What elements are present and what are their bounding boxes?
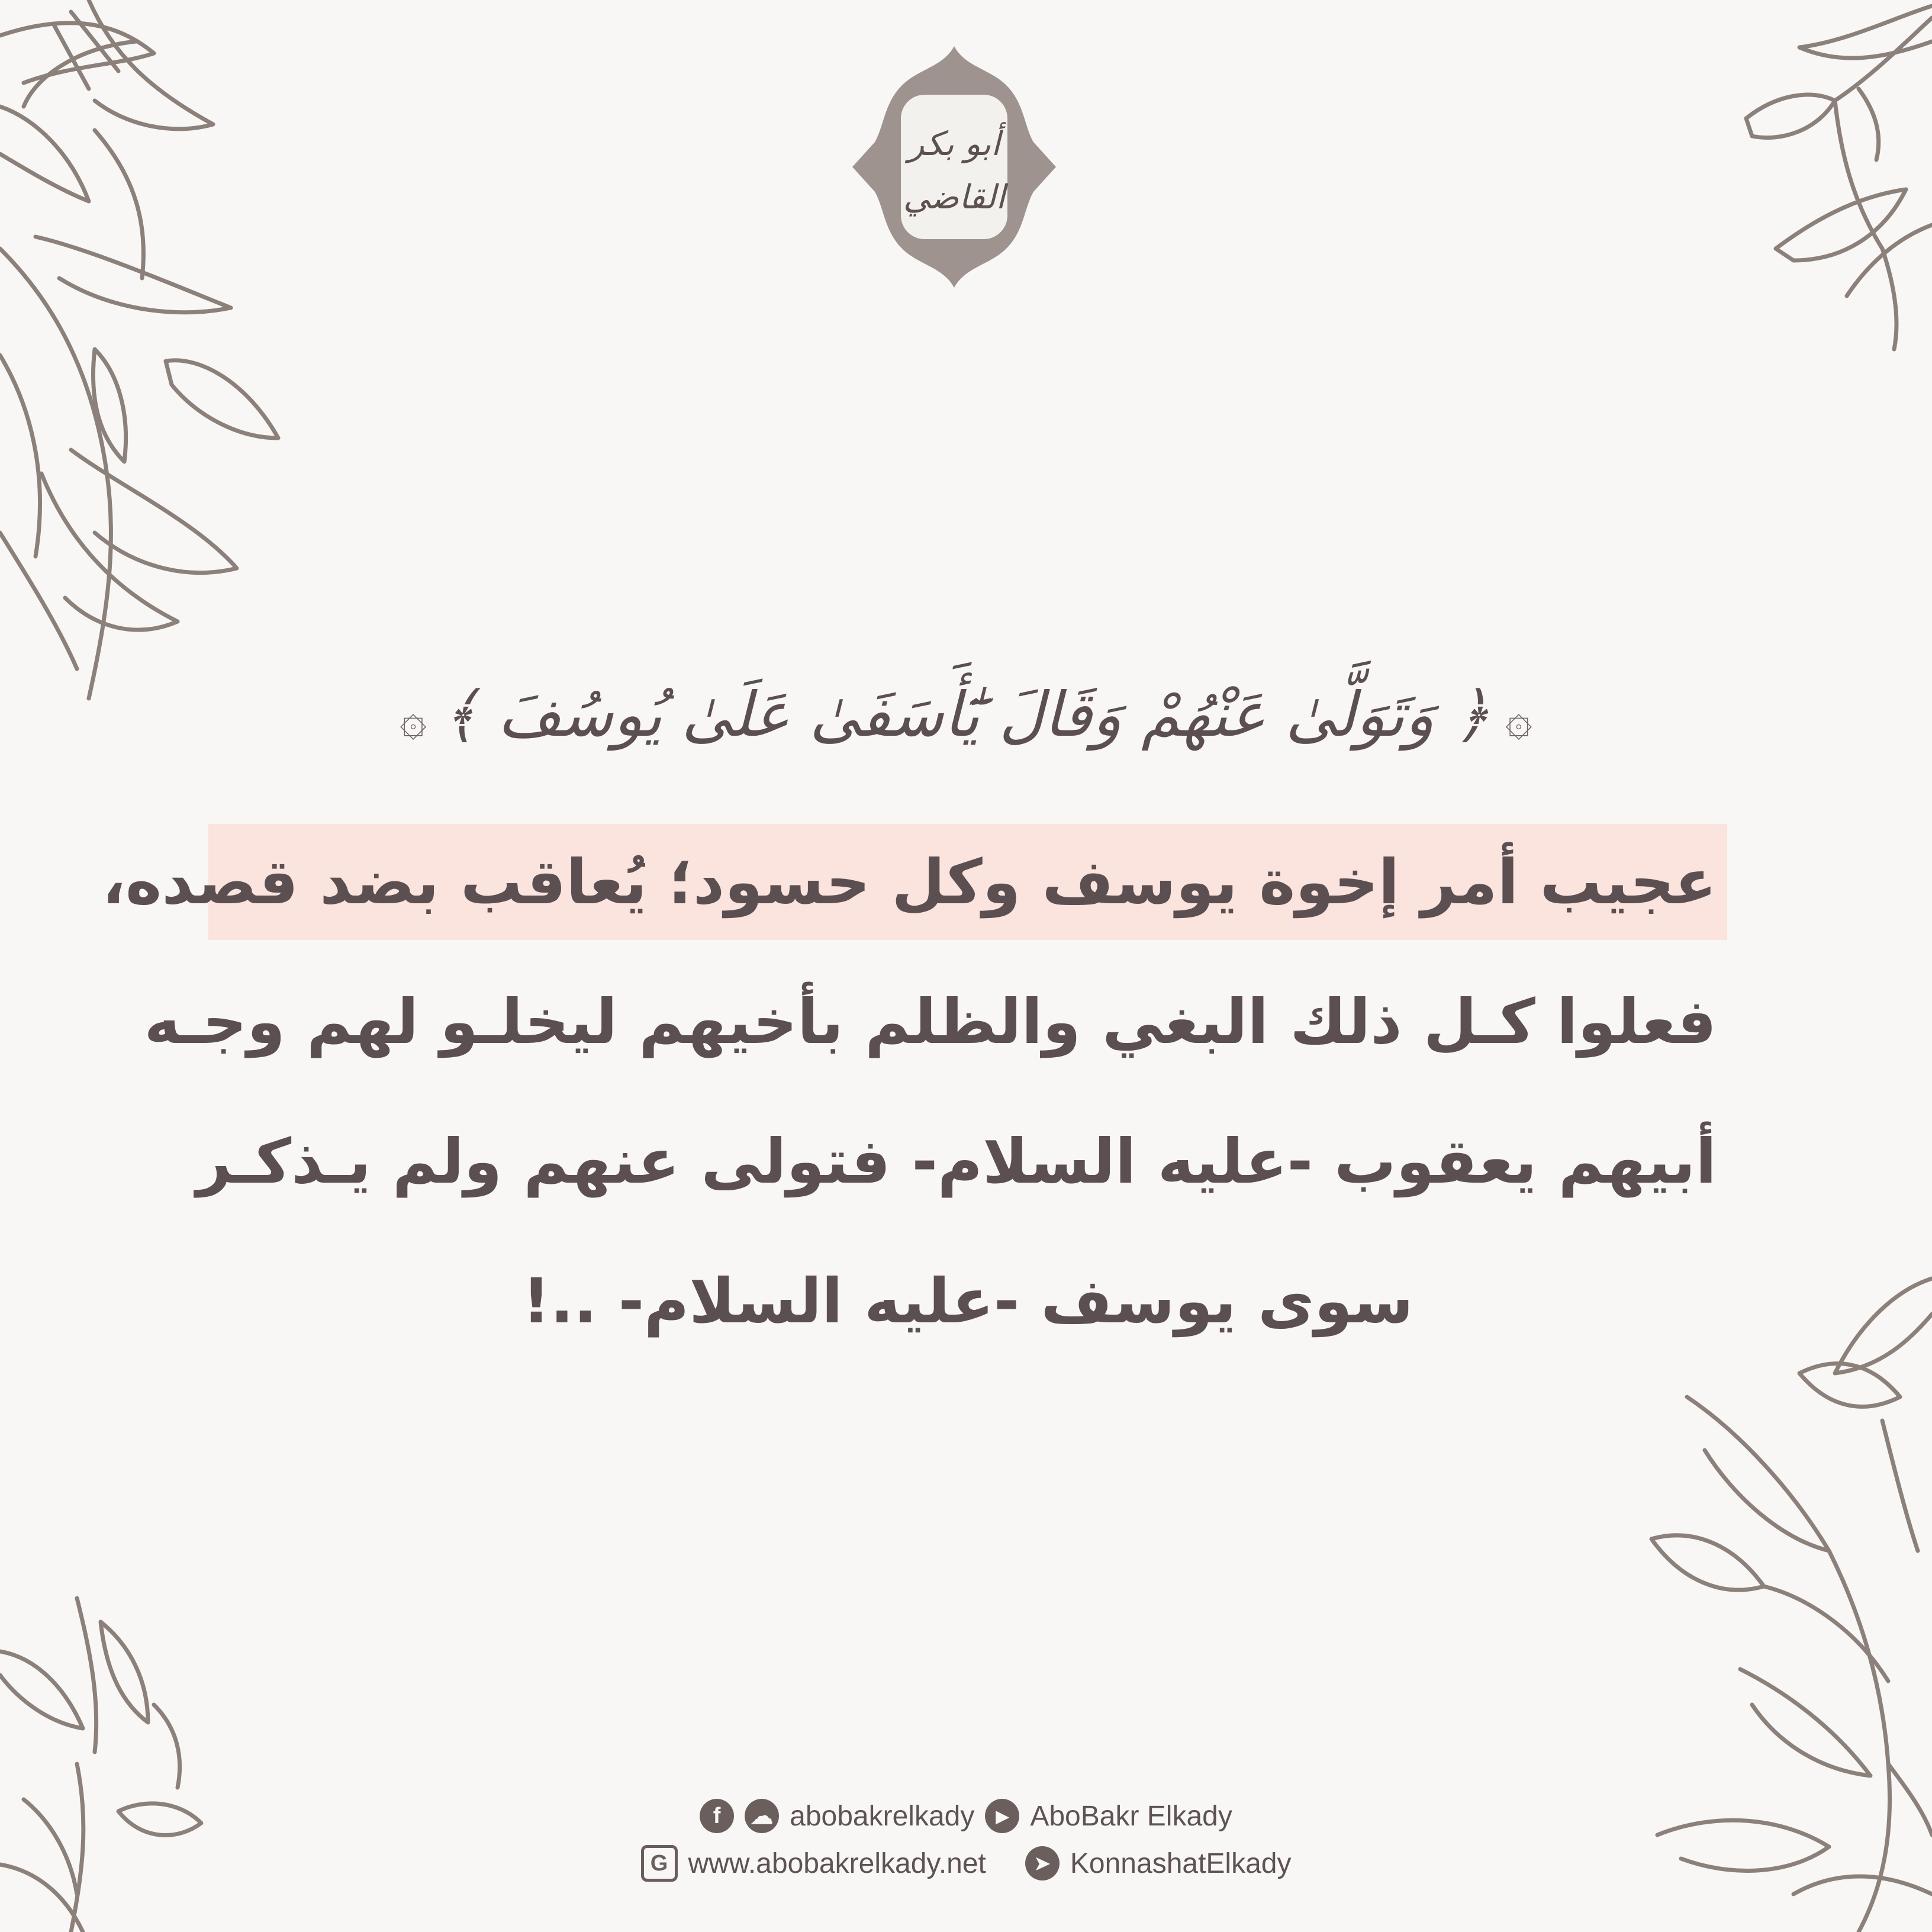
- soundcloud-icon[interactable]: ☁: [745, 1799, 779, 1833]
- telegram-icon[interactable]: ➤: [1025, 1846, 1060, 1881]
- paragraph-line-3: أبيهم يعقوب -عليه السلام- فتولى عنهم ولم يـذكـر: [196, 1125, 1717, 1197]
- logo-line-1: أبو بكر: [908, 125, 1000, 163]
- footer-row-2: [0, 1840, 1932, 1887]
- reflection-paragraph: [102, 824, 1727, 1383]
- social-footer: [0, 1792, 1932, 1887]
- youtube-channel-link[interactable]: AboBakr Elkady: [1030, 1800, 1232, 1832]
- logo-line-2: القاضي: [903, 178, 1006, 217]
- website-link[interactable]: www.abobakrelkady.net: [688, 1847, 986, 1879]
- logo-medallion: [846, 43, 1062, 291]
- telegram-channel-link[interactable]: KonnashatElkady: [1070, 1847, 1292, 1879]
- facebook-icon[interactable]: f: [700, 1799, 734, 1833]
- floral-decoration-top-left: [0, 0, 331, 710]
- youtube-icon[interactable]: ▶: [985, 1799, 1019, 1833]
- verse-ornament-right: ۞: [1505, 692, 1532, 746]
- paragraph-line-2: فعلوا كـل ذلك البغي والظلم بأخيهم ليخلـو لهم وجـه: [144, 986, 1717, 1058]
- logo-inner-panel: [901, 95, 1007, 239]
- quran-verse: [0, 678, 1932, 752]
- paragraph-line-4: سوى يوسف -عليه السلام- ..!: [522, 1265, 1413, 1337]
- paragraph-line-1-highlighted: عجيب أمر إخوة يوسف وكل حسود؛ يُعاقب بضد قصده،: [208, 824, 1727, 940]
- floral-decoration-top-right: [1705, 0, 1932, 355]
- google-icon[interactable]: G: [641, 1845, 678, 1882]
- social-handle-link[interactable]: abobakrelkady: [790, 1800, 975, 1832]
- footer-row-1: [0, 1792, 1932, 1840]
- verse-text: ﴿ وَتَوَلَّىٰ عَنْهُمْ وَقَالَ يَٰٓأَسَفَىٰ عَلَىٰ يُوسُفَ ﴾: [442, 678, 1490, 751]
- verse-ornament-left: ۞: [400, 692, 427, 746]
